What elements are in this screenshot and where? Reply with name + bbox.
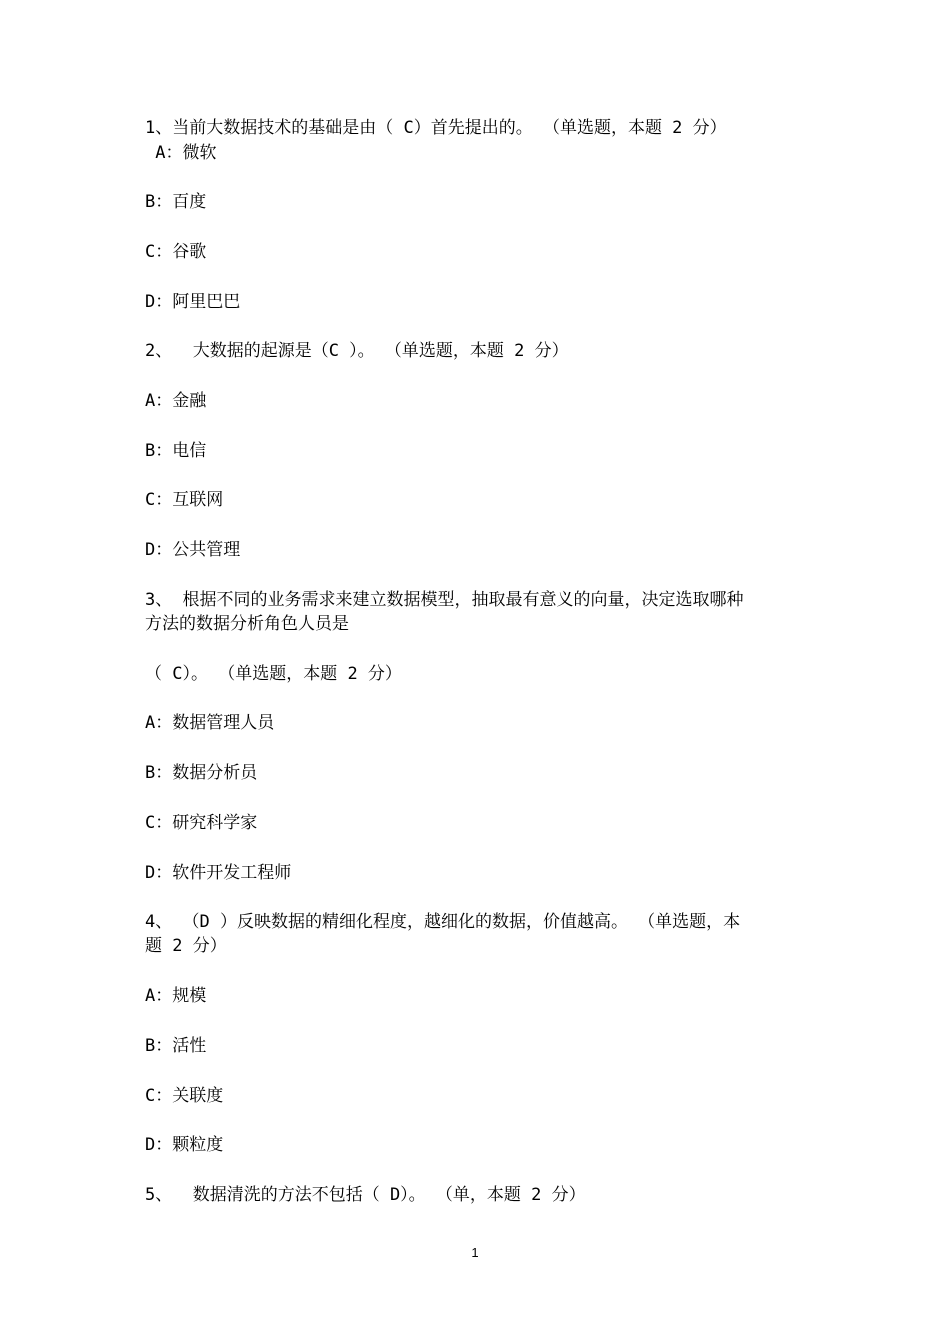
- question-2-option-a: A：金融: [145, 391, 207, 411]
- question-5-stem: 5、 数据清洗的方法不包括（ D）。 （单，本题 2 分）: [145, 1185, 586, 1205]
- question-2-option-b: B：电信: [145, 441, 207, 461]
- question-4-option-b: B：活性: [145, 1036, 207, 1056]
- question-1-option-c: C：谷歌: [145, 242, 207, 262]
- question-3-option-d: D：软件开发工程师: [145, 863, 292, 883]
- question-4-stem-line-1: 4、 （D ）反映数据的精细化程度，越细化的数据，价值越高。 （单选题，本: [145, 912, 741, 932]
- question-3-option-b: B：数据分析员: [145, 763, 258, 783]
- question-1-option-b: B：百度: [145, 192, 207, 212]
- question-3-stem-line-1: 3、 根据不同的业务需求来建立数据模型，抽取最有意义的向量，决定选取哪种: [145, 590, 744, 610]
- question-1-stem: 1、当前大数据技术的基础是由（ C）首先提出的。 （单选题，本题 2 分）: [145, 118, 727, 138]
- question-4-option-c: C：关联度: [145, 1086, 224, 1106]
- question-3-option-a: A：数据管理人员: [145, 713, 275, 733]
- question-2-stem: 2、 大数据的起源是（C ）。 （单选题，本题 2 分）: [145, 341, 569, 361]
- page-number: 1: [471, 1245, 479, 1260]
- question-2-option-c: C：互联网: [145, 490, 224, 510]
- question-4-option-a: A：规模: [145, 986, 207, 1006]
- question-1-option-a: A：微软: [145, 143, 217, 163]
- question-4-stem-line-2: 题 2 分）: [145, 936, 227, 956]
- question-4-option-d: D：颗粒度: [145, 1135, 224, 1155]
- question-1-option-d: D：阿里巴巴: [145, 292, 241, 312]
- question-2-option-d: D：公共管理: [145, 540, 241, 560]
- question-3-stem-line-2: 方法的数据分析角色人员是: [145, 614, 349, 634]
- question-3-stem-line-3: （ C）。 （单选题，本题 2 分）: [145, 664, 402, 684]
- question-3-option-c: C：研究科学家: [145, 813, 258, 833]
